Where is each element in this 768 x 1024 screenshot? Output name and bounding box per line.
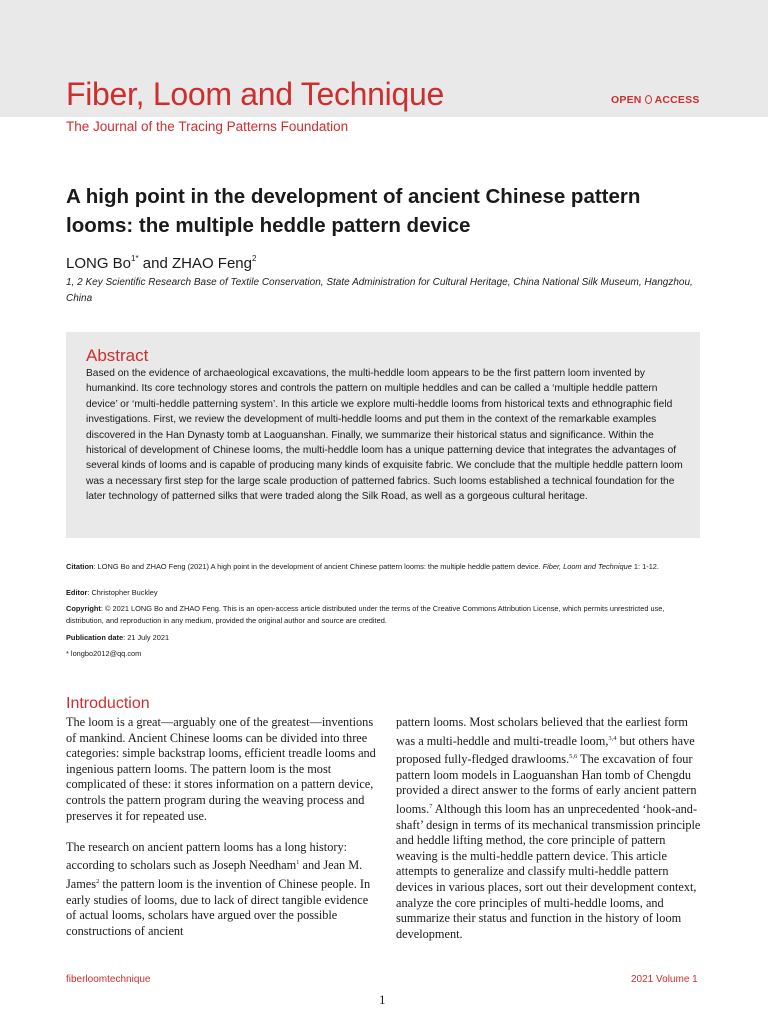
open-lock-icon — [645, 95, 652, 104]
ref-5-6[interactable]: 5,6 — [569, 753, 578, 761]
citation-text: : LONG Bo and ZHAO Feng (2021) A high point in the development of ancient Chinese pattern looms: the multiple heddle pattern device. — [93, 562, 543, 571]
body-column-right — [396, 715, 706, 942]
author-1: LONG Bo — [66, 255, 132, 272]
journal-subtitle: The Journal of the Tracing Patterns Foundation — [66, 119, 349, 134]
author-2-mark: 2 — [252, 254, 257, 263]
publication-date-text: : 21 July 2021 — [123, 633, 170, 642]
p2-text-c: the pattern loom is the invention of Chinese people. In early studies of looms, due to lack of direct tangible evidence of actual looms, scholars have argued over the possible constructions of ancient — [66, 876, 371, 938]
p3-text-c: The excavation of four pattern loom models in Laoguanshan Han tomb of Chengdu provided a direct answer to the forms of early ancient pattern looms. — [396, 752, 697, 816]
copyright-text: : © 2021 LONG Bo and ZHAO Feng. This is an open-access article distributed under the terms of the Creative Commons Attribution License, which permits unrestricted use, distribution, and reproduction in any medium, provided the original author and source are credited. — [66, 604, 665, 625]
corresponding-email[interactable]: * longbo2012@qq.com — [66, 649, 142, 658]
author-separator: and — [138, 255, 172, 272]
authors — [66, 254, 256, 272]
p3-text-a: pattern looms. Most scholars believed that the earliest form was a multi-heddle and multi-treadle loom, — [396, 715, 688, 748]
author-2: ZHAO Feng — [171, 255, 252, 272]
intro-paragraph-1: The loom is a great—arguably one of the greatest—inventions of mankind. Ancient Chinese looms can be divided into three categories: simple backstrap looms, efficient treadle looms and ingenious pattern looms. The pattern loom is the most complicated of these: it stores information on a pattern device, controls the pattern program during the weaving process and preserves it for repeated use. — [66, 715, 376, 823]
ref-1[interactable]: 1 — [296, 859, 300, 867]
publication-date-label: Publication date — [66, 633, 124, 642]
open-access-badge — [611, 94, 700, 106]
p3-text-d: Although this loom has an unprecedented ‘hook-and-shaft’ design in terms of its mechanical transmission principle and heddle lifting method, the core principle of pattern weaving is the multi-heddle pattern device. This article attempts to generalize and classify multi-heddle pattern devices in various places, sort out their development context, analyze the core principles of multi-heddle looms, and summarize their status and function in the history of loom development. — [396, 801, 701, 941]
intro-paragraph-3 — [396, 715, 706, 942]
body-column-left — [66, 715, 376, 939]
editor — [66, 587, 700, 599]
copyright-label: Copyright — [66, 604, 101, 613]
p3-text-b: but others have proposed fully-fledged drawlooms. — [396, 733, 695, 767]
footer-volume: 2021 Volume 1 — [631, 974, 698, 985]
editor-label: Editor — [66, 588, 88, 597]
footer-journal-handle[interactable]: fiberloomtechnique — [66, 974, 151, 985]
intro-paragraph-2 — [66, 840, 376, 940]
affiliation: 1, 2 Key Scientific Research Base of Textile Conservation, State Administration for Cultural Heritage, China National Silk Museum, Hangzhou, China — [66, 277, 693, 304]
open-access-left-label: OPEN — [611, 94, 642, 106]
introduction-heading: Introduction — [66, 695, 150, 712]
p2-text-a: The research on ancient pattern looms has a long history: according to scholars such as Joseph Needham — [66, 839, 348, 873]
citation-journal: Fiber, Loom and Technique — [542, 562, 632, 571]
abstract-box — [66, 332, 700, 538]
ref-2[interactable]: 2 — [96, 877, 100, 885]
copyright — [66, 603, 700, 626]
journal-title: Fiber, Loom and Technique — [66, 76, 444, 112]
citation-pages: 1: 1-12. — [631, 562, 659, 571]
author-1-mark: 1* — [131, 254, 139, 263]
article-title: A high point in the development of ancient Chinese pattern looms: the multiple heddle pattern device — [66, 185, 641, 237]
citation-label: Citation — [66, 562, 94, 571]
publication-date — [66, 632, 700, 644]
open-access-right-label: ACCESS — [654, 94, 700, 106]
page-number: 1 — [379, 992, 386, 1007]
p2-text-b: and Jean M. James — [66, 858, 363, 891]
citation — [66, 561, 700, 573]
ref-7[interactable]: 7 — [429, 802, 433, 810]
abstract-text: Based on the evidence of archaeological excavations, the multi-heddle loom appears to be the first pattern loom invented by humankind. Its core technology stores and controls the pattern on multiple heddles and can be called a ‘multiple heddle pattern device’ or ‘multi-heddle patterning system’. In this article we explore multi-heddle looms from historical texts and ethnographic field investigations. First, we review the development of multi-heddle looms and put them in the context of the remarkable examples discovered in the Han Dynasty tomb at Laoguanshan. Finally, we summarize their historical status and significance. Within the historical of development of Chinese looms, the multi-heddle loom has a unique patterning device that integrates the advantages of several kinds of looms and is capable of producing many kinds of exquisite fabric. We conclude that the multiple heddle pattern loom was a necessary first step for the large scale production of patterned fabrics. Such looms established a technical foundation for the later technology of patterned silks that were traded along the Silk Road, as well as a gorgeous cultural heritage. — [86, 368, 683, 503]
abstract-heading: Abstract — [86, 346, 149, 365]
editor-text: : Christopher Buckley — [87, 588, 158, 597]
ref-3-4[interactable]: 3,4 — [608, 734, 617, 742]
